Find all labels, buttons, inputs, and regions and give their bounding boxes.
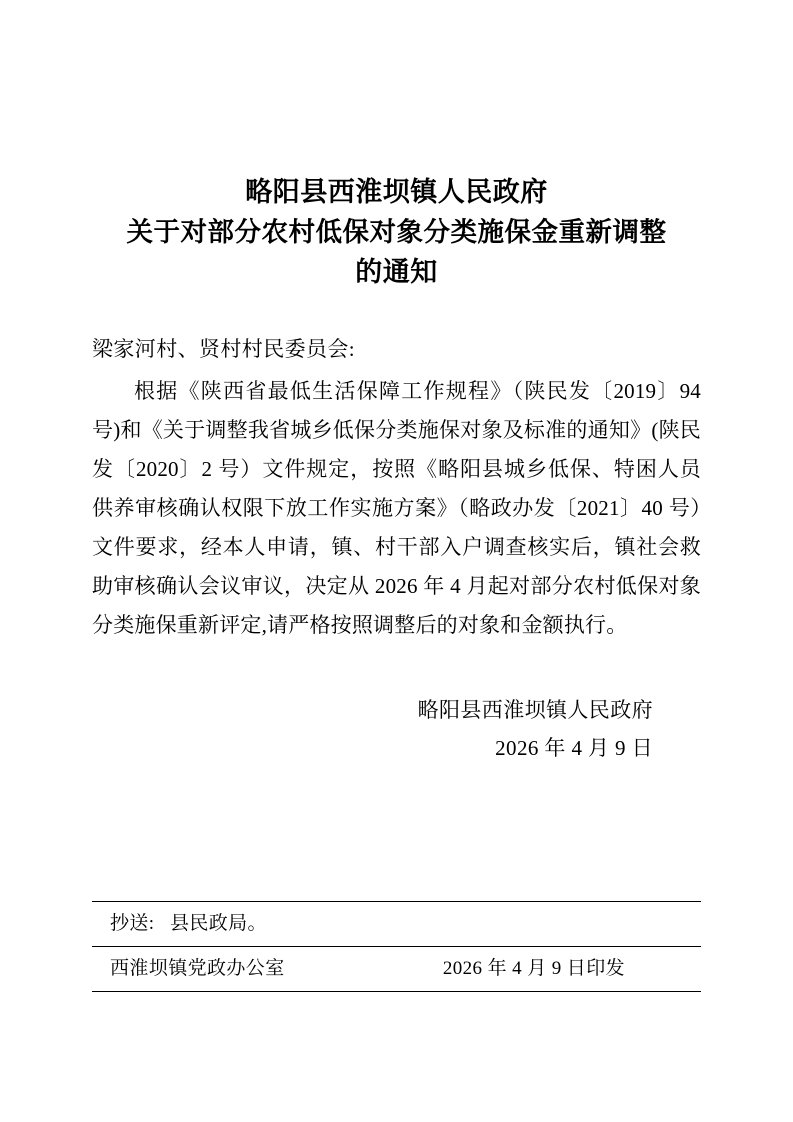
- document-body: [92, 332, 701, 645]
- cc-label: 抄送:: [110, 913, 155, 934]
- issuer-office: 西淮坝镇党政办公室: [110, 958, 285, 979]
- title-line-1: 略阳县西淮坝镇人民政府: [245, 177, 548, 207]
- body-paragraph: 根据《陕西省最低生活保障工作规程》（陕民发〔2019〕94号)和《关于调整我省城乡低保分类施保对象及标准的通知》(陕民发〔2020〕2 号）文件规定，按照《略阳县城乡低保、特困人员供养审核确认权限下放工作实施方案》（略政办发〔2021〕40 号）文件要求，经本人申请，镇、村干部入户调查核实后，镇社会救助审核确认会议审议，决定从 2026 年 4 月起对部分农村低保对象分类施保重新评定,请严格按照调整后的对象和金额执行。: [92, 379, 701, 637]
- signature-date: 2026 年 4 月 9 日: [495, 736, 653, 760]
- issue-date: 2026 年 4 月 9 日印发: [442, 958, 625, 979]
- signature-block: [92, 691, 701, 767]
- cc-value: 县民政局。: [169, 913, 267, 934]
- title-line-2: 关于对部分农村低保对象分类施保金重新调整: [126, 217, 667, 247]
- issue-row: [92, 947, 701, 991]
- title-line-3: 的通知: [355, 257, 438, 287]
- signature-organization: 略阳县西淮坝镇人民政府: [417, 698, 653, 722]
- cc-row: [92, 902, 701, 946]
- footer-divider-bottom: [92, 991, 701, 992]
- document-footer: [92, 901, 701, 992]
- document-title: [92, 0, 701, 292]
- recipient-line: 梁家河村、贤村村民委员会:: [92, 337, 356, 361]
